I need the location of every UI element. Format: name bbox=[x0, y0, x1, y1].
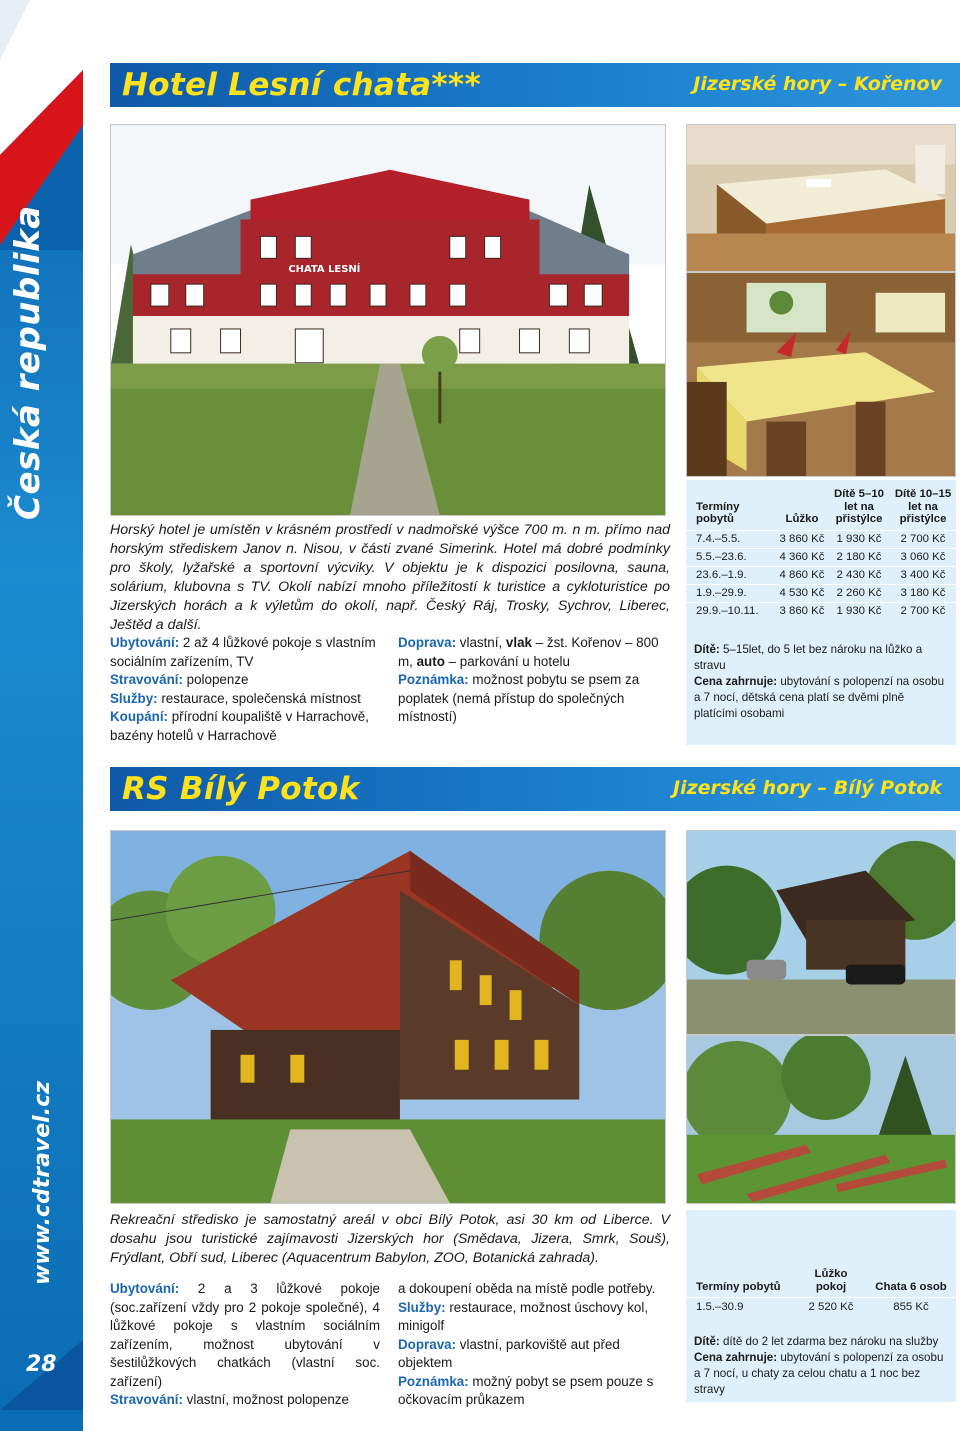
price-header-cottage: Chata 6 osob bbox=[875, 1280, 947, 1293]
table-row: 1.9.–29.9. 4 530 Kč 2 260 Kč 3 180 Kč bbox=[686, 584, 956, 602]
price-header-bed: Lůžko bbox=[785, 513, 819, 525]
hotel1-price-table bbox=[686, 488, 956, 620]
hotel1-description: Horský hotel je umístěn v krásném prostředí v nadmořské výšce 700 m. n m. přímo nad horským střediskem Janov n. Nisou, v části zvané Simerink. Hotel má dobré podmínky pro školy, lyžařské a sportovní výcviky. V objektu je k dispozici posilovna, sauna, solárium, klubovna s TV. Okolí nabízí mnoho příležitostí k turistice a cykloturistice po Jizerských horách a k výletům do okolí, např. Český Ráj, Trosky, Sychrov, Liberec, Ještěd a další. bbox=[110, 522, 670, 633]
hotel1-price-note-includes: Cena zahrnuje: ubytování s polopenzí na osobu a 7 nocí, dětská cena platí se dvěmi plně platícími osobami bbox=[694, 675, 945, 720]
table-row: 1.5.–30.9 2 520 Kč 855 Kč bbox=[686, 1298, 956, 1316]
hotel1-accommodation: Ubytování: 2 až 4 lůžkové pokoje s vlastním sociálním zařízením, TV bbox=[110, 635, 376, 669]
hotel2-header-bar bbox=[110, 767, 960, 811]
hotel1-room-photo bbox=[686, 124, 956, 272]
hotel2-board-cont: a dokoupení oběda na místě podle potřeby. bbox=[398, 1281, 656, 1296]
hotel2-services: Služby: restaurace, možnost úschovy kol, minigolf bbox=[398, 1299, 649, 1333]
hotel1-restaurant-photo bbox=[686, 272, 956, 477]
hotel2-price-note-child: Dítě: dítě do 2 let zdarma bez nároku na služby bbox=[694, 1334, 939, 1348]
price-header-child-5-10: Dítě 5–10 let na přistýlce bbox=[833, 488, 885, 525]
hotel1-info-left bbox=[110, 634, 380, 745]
hotel1-header-bar bbox=[110, 63, 960, 107]
hotel2-price-table bbox=[686, 1268, 956, 1316]
hotel2-price-box bbox=[686, 1210, 956, 1402]
website-url[interactable]: www.cdtravel.cz bbox=[30, 1081, 55, 1285]
hotel2-region: Jizerské hory – Bílý Potok bbox=[673, 777, 942, 799]
price-header-term: Termíny pobytů bbox=[696, 500, 740, 525]
price-header-child-10-15: Dítě 10–15 let na přistýlce bbox=[894, 488, 952, 525]
hotel1-main-photo bbox=[110, 124, 666, 516]
hotel2-board: Stravování: vlastní, možnost polopenze bbox=[110, 1392, 349, 1407]
hotel2-cottages-photo bbox=[686, 830, 956, 1035]
hotel1-region: Jizerské hory – Kořenov bbox=[693, 73, 942, 95]
table-row: 7.4.–5.5. 3 860 Kč 1 930 Kč 2 700 Kč bbox=[686, 530, 956, 548]
hotel1-photo-sign: CHATA LESNÍ bbox=[288, 264, 361, 276]
hotel2-note: Poznámka: možný pobyt se psem pouze s očkovacím průkazem bbox=[398, 1373, 654, 1407]
hotel1-title: Hotel Lesní chata*** bbox=[122, 67, 481, 103]
hotel1-price-box bbox=[686, 480, 956, 745]
table-row: 5.5.–23.6. 4 360 Kč 2 180 Kč 3 060 Kč bbox=[686, 548, 956, 566]
hotel1-board: Stravování: polopenze bbox=[110, 672, 249, 687]
table-row: 23.6.–1.9. 4 860 Kč 2 430 Kč 3 400 Kč bbox=[686, 566, 956, 584]
hotel2-accommodation: Ubytování: 2 a 3 lůžkové pokoje (soc.zařízení vždy pro 2 pokoje společné), 4 lůžkové pokoje s vlastním sociálním zařízením, možnost ubytování v šestilůžkových chatkách (vlastní soc. zařízení) bbox=[110, 1281, 380, 1389]
hotel2-price-note-includes: Cena zahrnuje: ubytování s polopenzí za osobu a 7 nocí, u chaty za celou chatu a 1 noc bez stravy bbox=[694, 1350, 944, 1396]
sidebar bbox=[0, 0, 83, 1431]
hotel1-info-right bbox=[398, 634, 666, 727]
table-row: 29.9.–10.11. 3 860 Kč 1 930 Kč 2 700 Kč bbox=[686, 602, 956, 620]
hotel1-note: Poznámka: možnost pobytu se psem za poplatek (nemá přístup do společných místností) bbox=[398, 672, 640, 724]
hotel2-main-photo bbox=[110, 830, 666, 1204]
hotel1-price-note-child: Dítě: 5–15let, do 5 let bez nároku na lůžko a stravu bbox=[694, 643, 923, 672]
hotel1-swimming: Koupání: přírodní koupaliště v Harrachově, bazény hotelů v Harrachově bbox=[110, 709, 369, 743]
hotel2-title: RS Bílý Potok bbox=[122, 771, 360, 807]
hotel1-services: Služby: restaurace, společenská místnost bbox=[110, 690, 361, 706]
country-title: Česká republika bbox=[8, 205, 48, 520]
hotel2-info-right bbox=[398, 1280, 666, 1410]
hotel2-description: Rekreační středisko je samostatný areál v obci Bílý Potok, asi 30 km od Liberce. V dosahu jsou turistické zajímavosti Jizerských hor (Smědava, Jizera, Smrk, Souš), Frýdlant, Obří sud, Liberec (Aquacentrum Babylon, ZOO, Botanická zahrada). bbox=[110, 1212, 670, 1266]
price-header-term: Termíny pobytů bbox=[696, 1280, 781, 1293]
hotel2-info-left bbox=[110, 1280, 380, 1410]
hotel2-transport: Doprava: vlastní, parkoviště aut před objektem bbox=[398, 1336, 620, 1370]
price-header-room-bed: Lůžko pokoj bbox=[814, 1268, 848, 1293]
page-number: 28 bbox=[26, 1352, 57, 1377]
hotel1-transport: Doprava: vlastní, vlak – žst. Kořenov – 800 m, auto – parkování u hotelu bbox=[398, 635, 659, 669]
hotel2-minigolf-photo bbox=[686, 1035, 956, 1204]
